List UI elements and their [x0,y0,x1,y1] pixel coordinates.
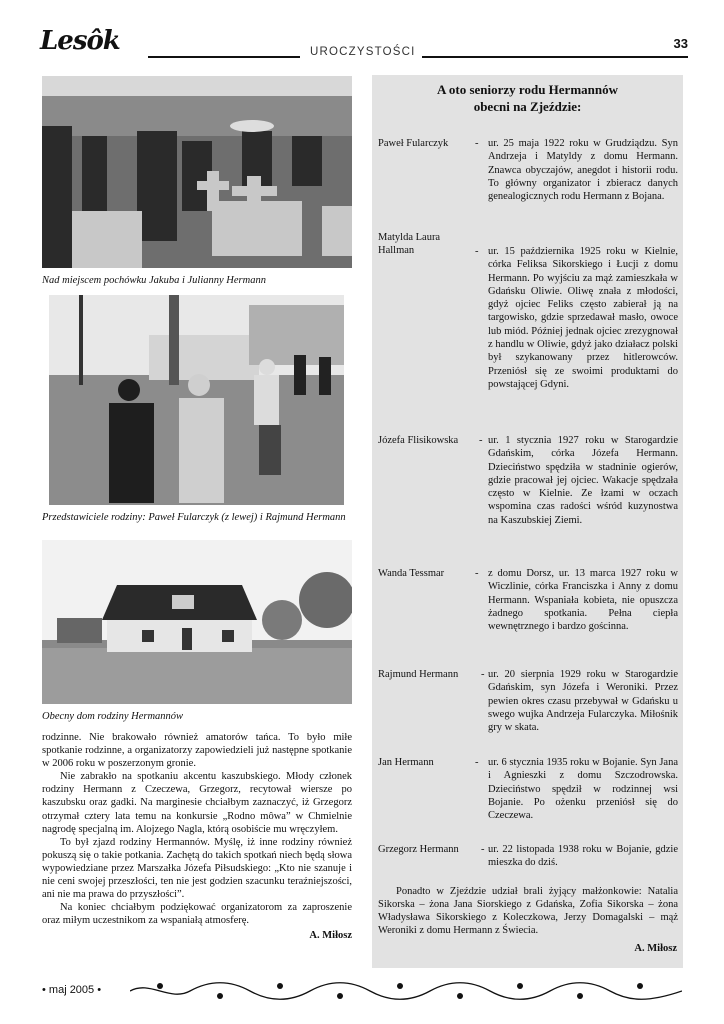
senior-dash: - [475,757,479,768]
senior-bio: ur. 15 października 1925 roku w Kielnie, córka Feliksa Sikorskiego i Łucji z domu Hermann. Po wyjściu za mąż zamieszkała w Gdańsku Oliwie. Oliwę znała z młodości, gdyż ojciec Feliks często zabierał ją na targowisko, gdzie sprzedawał masło, owoce lub miód. Później jednak ojciec zrezygnował z handlu w Oliwie, gdyż jako działacz polski był szykanowany przez hitlerowców. Przeniósł się ze swoimi produktami do powstającej Gdyni. [488,246,678,390]
senior-name: Jan Hermann [378,757,434,768]
floral-ornament-icon [130,980,682,1002]
senior-entry [378,843,678,870]
issue-date: • maj 2005 • [42,984,102,996]
senior-name: Rajmund Hermann [378,669,459,680]
senior-dash: - [479,435,483,446]
senior-entry [378,434,678,527]
senior-name: Grzegorz Hermann [378,844,459,855]
family-house-photo [42,540,352,704]
sidebar-author: A. Miłosz [634,943,677,954]
senior-bio: ur. 25 maja 1922 roku w Grudziądzu. Syn Andrzeja i Matyldy z domu Hermann. Znawca obyczajów, anegdot i historii rodu. To główny organizator i zbieracz danych genealogicznych rodu Hermann z Bojana. [488,138,678,203]
sidebar-title [372,81,683,115]
article-body [42,731,352,943]
senior-name: Józefa Flisikowska [378,435,459,446]
article-author: A. Miłosz [309,930,352,942]
seniors-sidebar [372,75,683,968]
article-paragraph: rodzinne. Nie brakowało również amatorów tańca. To było miłe spotkanie rodzinne, a organizatorzy zapowiedzieli już następne spotkanie w 2006 roku w poszerzonym gronie. [42,732,352,770]
magazine-logo: Lesôk [40,26,120,56]
senior-bio: ur. 20 sierpnia 1929 roku w Starogardzie Gdańskim, syn Józefa i Weroniki. Przez pewien okres czasu przebywał w Gdańsku u swego wujka Andrzeja Fularczyka. Miłośnik gry w skata. [488,669,678,734]
sidebar-footnote: Ponadto w Zjeździe udział brali żyjący małżonkowie: Natalia Sikorska – żona Jana Siorskiego z Gdańska, Zofia Sikorska – żona Władysława Sikorskiego z Koleczkowa, Jerzy Domagalski – mąż Weroniki z domu Hermann z Świecia. [378,886,678,937]
sidebar-title-line2: obecni na Zjeździe: [473,99,582,114]
family-house-photo-image [42,540,352,704]
representatives-photo-image [49,295,344,505]
senior-name: Wanda Tessmar [378,568,445,579]
senior-dash: - [481,844,485,855]
page-number: 33 [673,36,688,51]
photo1-caption: Nad miejscem pochówku Jakuba i Julianny Hermann [42,275,266,286]
cemetery-photo [42,76,352,268]
article-paragraph: To był zjazd rodziny Hermannów. Myślę, iż inne rodziny również pokuszą się o takie potkania. Zachętą do takich spotkań niech będą słowa wypowiedziane przez Marszałka Józefa Piłsudskiego: „Kto nie szanuje i nie ceni swojej przeszłości, ten nie jest godzien szacunku teraźniejszości, ani nie ma prawa do przyszłości”. [42,836,352,901]
senior-entry [378,668,678,734]
senior-entry [378,756,678,822]
photo2-caption: Przedstawiciele rodziny: Paweł Fularczyk (z lewej) i Rajmund Hermann [42,512,346,523]
page-header [38,22,688,62]
header-rule-right [422,56,688,58]
article-paragraph: Nie zabrakło na spotkaniu akcentu kaszubskiego. Młody członek rodziny Hermann z Czeczewa, Grzegorz, recytował wiersze po kaszubsku oraz gadki. Na marginesie chciałbym zaznaczyć, iż Grzegorz otrzymał cztery lata temu na konkursie „Rodno môwa” w Chmielnie nagrodę specjalną im. Alojzego Nagla, którą osobiście mu wręczyłem. [42,771,352,835]
senior-entry [378,231,678,391]
senior-name: Paweł Fularczyk [378,138,449,149]
senior-bio: z domu Dorsz, ur. 13 marca 1927 roku w Wiczlinie, córka Franciszka i Anny z domu Hermann. Wspaniała kobieta, nie opuszcza żadnego spotkania. Pełna ciepła wewnętrznego i bardzo gościnna. [488,568,678,633]
photo3-caption: Obecny dom rodziny Hermannów [42,711,184,722]
senior-dash: - [475,138,479,149]
senior-dash: - [481,669,485,680]
senior-bio: ur. 22 listopada 1938 roku w Bojanie, gdzie mieszka do dziś. [488,844,678,869]
senior-entry [378,137,678,203]
cemetery-photo-image [42,76,352,268]
representatives-photo [49,295,344,505]
senior-dash: - [475,568,479,579]
senior-name: Matylda Laura Hallman [378,232,441,257]
senior-dash: - [475,246,479,257]
article-paragraph: Na koniec chciałbym podziękować organizatorom za zaproszenie oraz miłym uczestnikom za wspaniałą atmosferę. [42,902,352,927]
senior-bio: ur. 1 stycznia 1927 roku w Starogardzie Gdańskim, córka Józefa Hermann. Dzieciństwo spędziła w stadninie ogierów, gdzie pracował jej ojciec. Wakacje spędzała często w Kielnie. Ze łzami w oczach wspomina czas radości wśród kuzynostwa na Kaszubskiej Ziemi. [488,435,678,526]
senior-bio: ur. 6 stycznia 1935 roku w Bojanie. Syn Jana i Agnieszki z domu Szczodrowska. Dzieciństwo spędził w rodzinnej wsi Bojanie. Po ożenku przeniósł się do Czeczewa. [488,757,678,822]
section-title: UROCZYSTOŚCI [310,46,416,58]
header-rule-left [148,56,300,58]
senior-entry [378,567,678,633]
sidebar-title-line1: A oto seniorzy rodu Hermannów [436,82,619,97]
